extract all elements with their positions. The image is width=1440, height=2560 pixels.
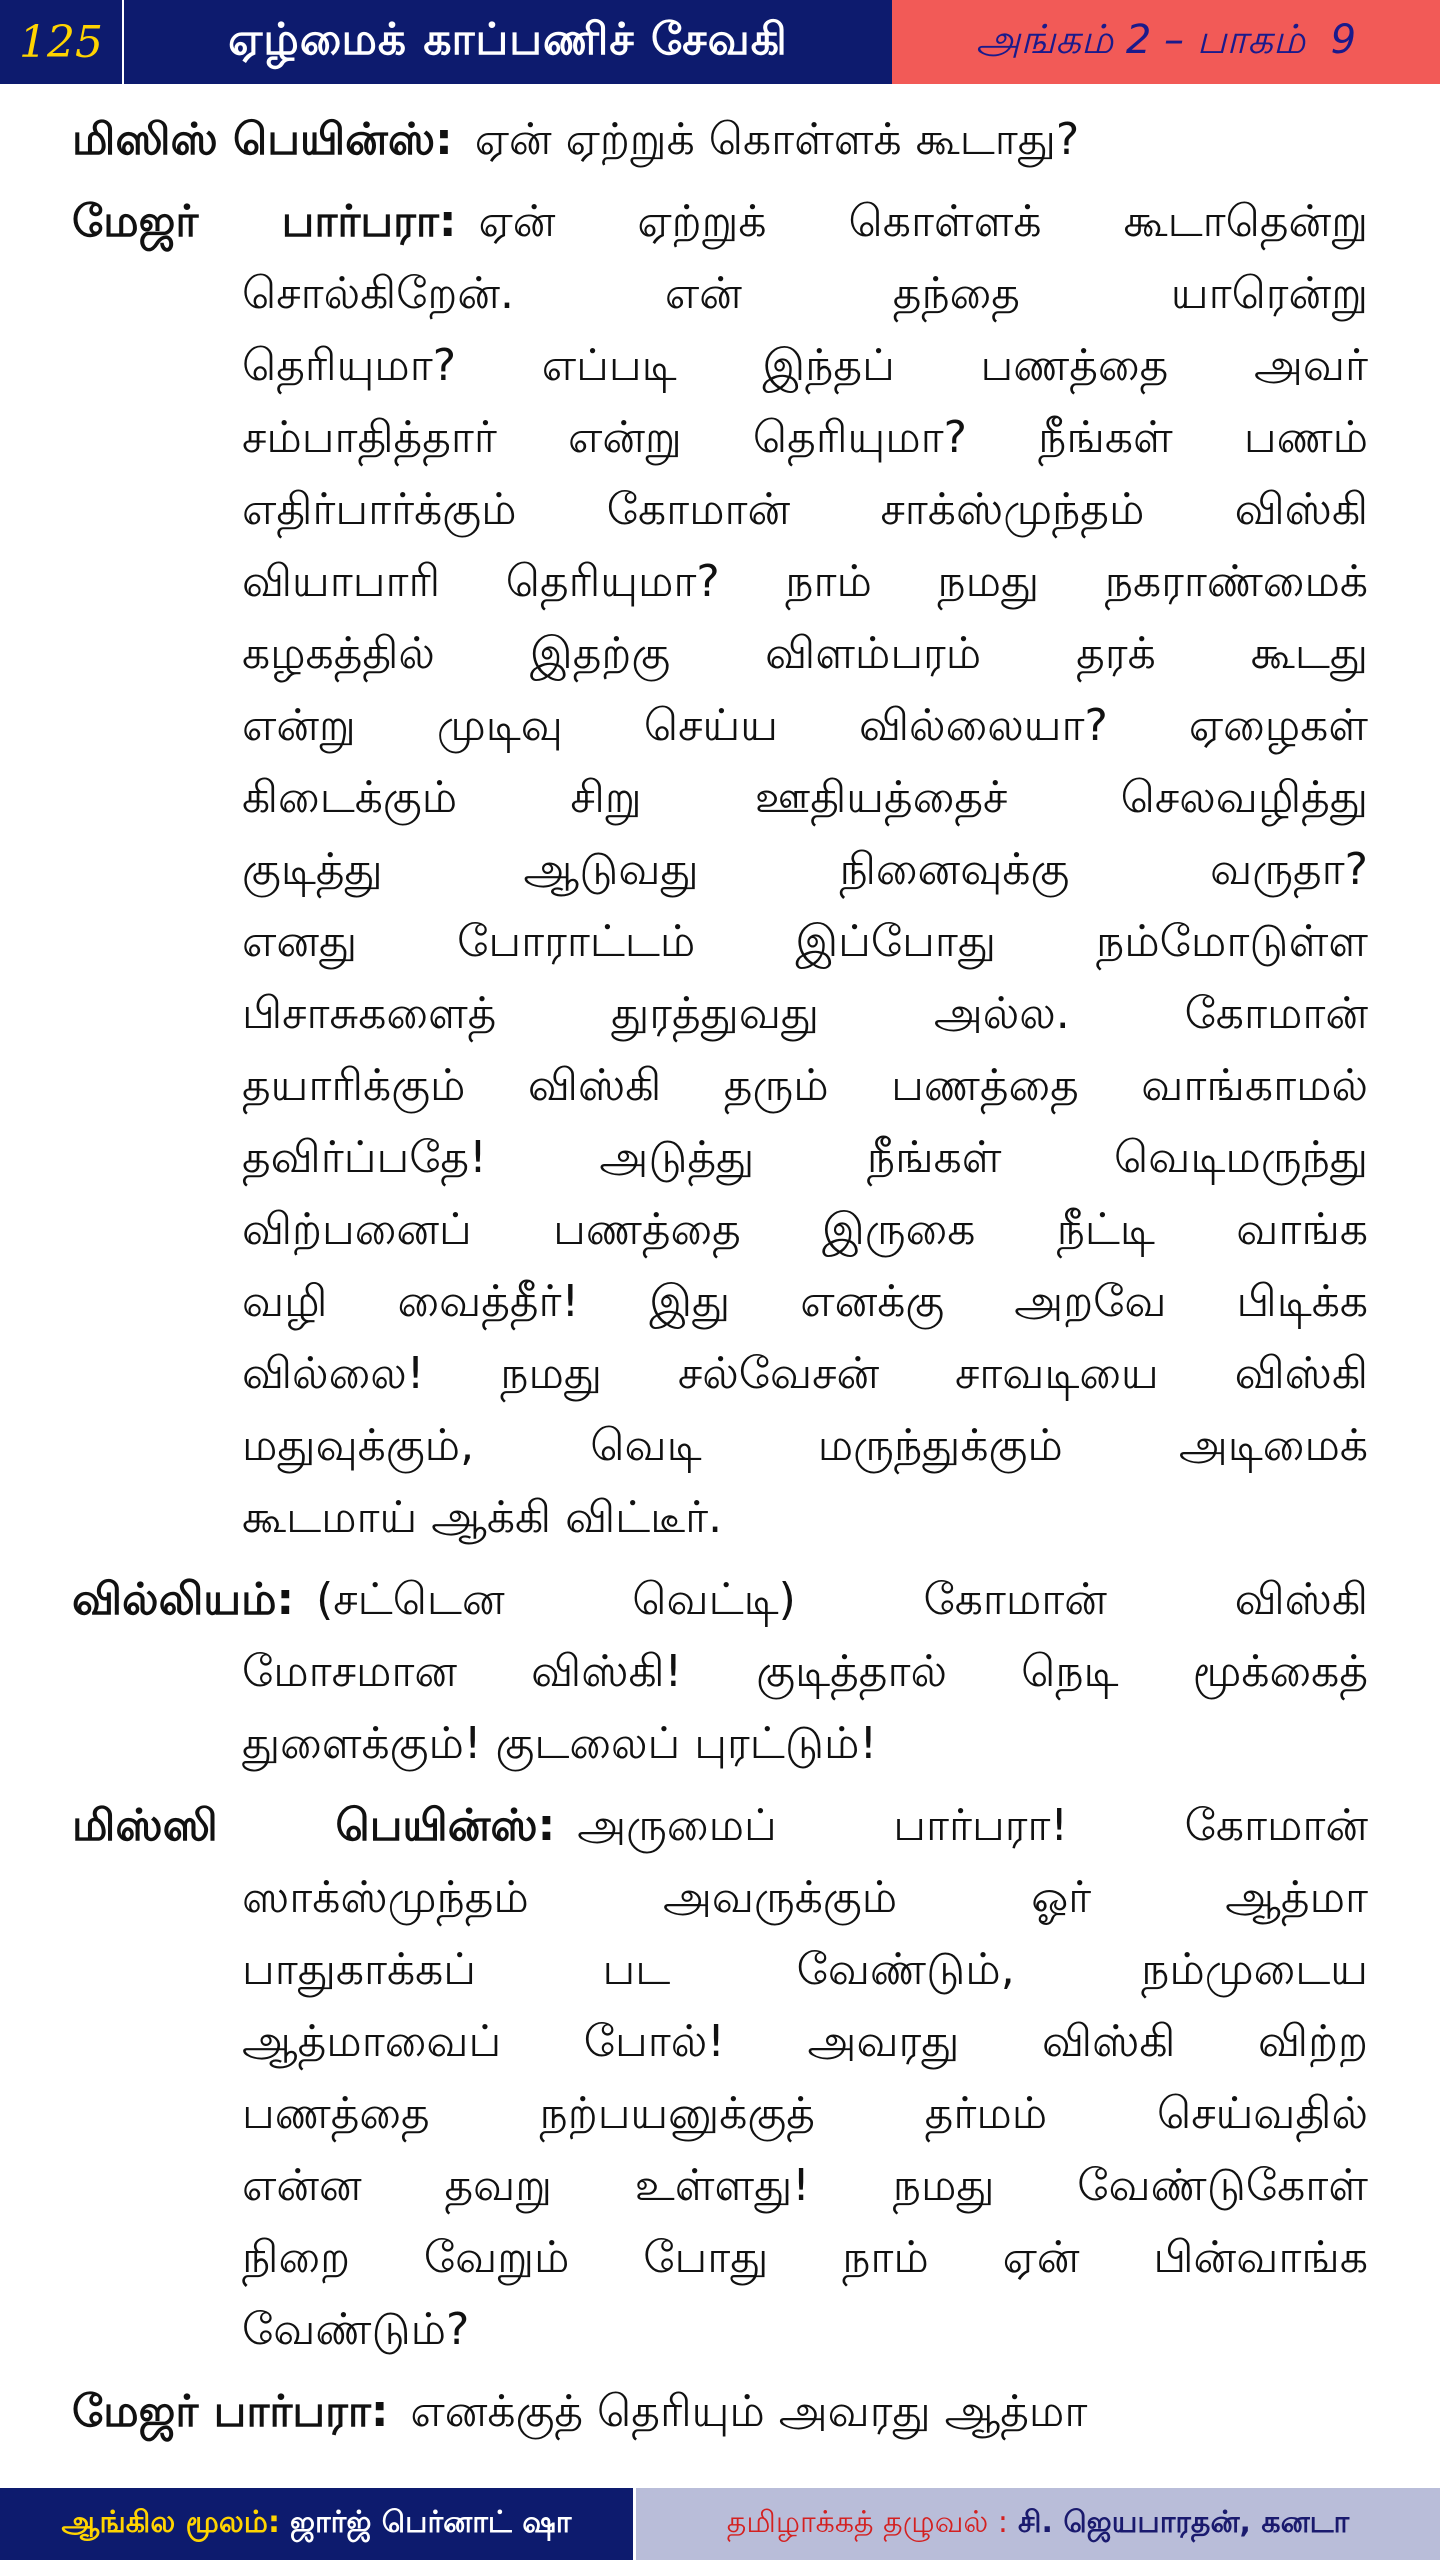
- dialogue-line: [72, 1050, 1368, 1122]
- dialogue-text: கழகத்தில் இதற்கு விளம்பரம் தரக் கூடது: [242, 628, 1368, 679]
- dialogue-text: துளைக்கும்! குடலைப் புரட்டும்!: [242, 1718, 878, 1769]
- dialogue-line: [72, 402, 1368, 474]
- dialogue-text: கூடமாய் ஆக்கி விட்டீர்.: [242, 1492, 723, 1543]
- dialogue-text: வில்லை! நமது சல்வேசன் சாவடியை விஸ்கி: [242, 1348, 1368, 1399]
- dialogue-text: பணத்தை நற்பயனுக்குத் தர்மம் செய்வதில்: [242, 2088, 1368, 2139]
- dialogue-text: கிடைக்கும் சிறு ஊதியத்தைச் செலவழித்து: [242, 772, 1368, 823]
- dialogue-line: [72, 2078, 1368, 2150]
- dialogue-text: அருமைப் பார்பரா! கோமான்: [577, 1800, 1368, 1851]
- dialogue-text: தவிர்ப்பதே! அடுத்து நீங்கள் வெடிமருந்து: [242, 1132, 1368, 1183]
- page-footer: [0, 2488, 1440, 2560]
- dialogue-line: [72, 618, 1368, 690]
- dialogue-text: எனக்குத் தெரியும் அவரது ஆத்மா: [410, 2386, 1088, 2437]
- dialogue-line: [72, 1934, 1368, 2006]
- dialogue-line: [72, 1122, 1368, 1194]
- dialogue-line: [72, 1708, 1368, 1780]
- dialogue-line: [72, 546, 1368, 618]
- dialogue-line: [72, 1862, 1368, 1934]
- dialogue-line: [72, 2294, 1368, 2366]
- play-dialogue: [72, 104, 1368, 2458]
- dialogue-line: [72, 834, 1368, 906]
- dialogue-line: [72, 2222, 1368, 2294]
- source-credit: [0, 2488, 636, 2560]
- dialogue-text: வேண்டும்?: [242, 2304, 470, 2355]
- dialogue-text: பிசாசுகளைத் துரத்துவது அல்ல. கோமான்: [242, 988, 1368, 1039]
- dialogue-entry: [72, 186, 1368, 1554]
- dialogue-text: குடித்து ஆடுவது நினைவுக்கு வருதா?: [242, 844, 1368, 895]
- dialogue-text: விற்பனைப் பணத்தை இருகை நீட்டி வாங்க: [242, 1204, 1368, 1255]
- dialogue-text: பாதுகாக்கப் பட வேண்டும், நம்முடைய: [242, 1944, 1368, 1995]
- dialogue-text: (சட்டென வெட்டி) கோமான் விஸ்கி: [316, 1574, 1368, 1625]
- speaker-name: மேஜர் பார்பரா:: [72, 196, 457, 247]
- dialogue-text: சொல்கிறேன். என் தந்தை யாரென்று: [242, 268, 1368, 319]
- dialogue-line: [72, 1266, 1368, 1338]
- dialogue-text: மோசமான விஸ்கி! குடித்தால் நெடி மூக்கைத்: [242, 1646, 1368, 1697]
- dialogue-line: [72, 690, 1368, 762]
- dialogue-text: தெரியுமா? எப்படி இந்தப் பணத்தை அவர்: [242, 340, 1368, 391]
- translator-name: சி. ஜெயபாரதன், கனடா: [1017, 2504, 1350, 2540]
- dialogue-line: [72, 762, 1368, 834]
- dialogue-text: ஏன் ஏற்றுக் கொள்ளக் கூடாது?: [474, 114, 1080, 165]
- dialogue-entry: [72, 2376, 1368, 2448]
- dialogue-line: [72, 2376, 1368, 2448]
- dialogue-line: [72, 1636, 1368, 1708]
- speaker-name: மேஜர் பார்பரா:: [72, 2386, 389, 2437]
- dialogue-text: என்ன தவறு உள்ளது! நமது வேண்டுகோள்: [242, 2160, 1368, 2211]
- dialogue-line: [72, 1194, 1368, 1266]
- dialogue-line: [72, 906, 1368, 978]
- dialogue-text: ஸாக்ஸ்முந்தம் அவருக்கும் ஓர் ஆத்மா: [242, 1872, 1368, 1923]
- dialogue-line: [72, 330, 1368, 402]
- dialogue-entry: [72, 1564, 1368, 1780]
- dialogue-text: எதிர்பார்க்கும் கோமான் சாக்ஸ்முந்தம் விஸ்கி: [242, 484, 1368, 535]
- dialogue-text: தயாரிக்கும் விஸ்கி தரும் பணத்தை வாங்காமல்: [242, 1060, 1368, 1111]
- dialogue-text: வழி வைத்தீர்! இது எனக்கு அறவே பிடிக்க: [242, 1276, 1368, 1327]
- dialogue-line: [72, 1338, 1368, 1410]
- dialogue-text: வியாபாரி தெரியுமா? நாம் நமது நகராண்மைக்: [242, 556, 1368, 607]
- dialogue-line: [72, 104, 1368, 176]
- page-header: [0, 0, 1440, 84]
- dialogue-text: ஆத்மாவைப் போல்! அவரது விஸ்கி விற்ற: [242, 2016, 1368, 2067]
- dialogue-text: என்று முடிவு செய்ய வில்லையா? ஏழைகள்: [242, 700, 1368, 751]
- speaker-name: வில்லியம்:: [72, 1574, 295, 1625]
- dialogue-line: [72, 1564, 1368, 1636]
- source-label: ஆங்கில மூலம்:: [61, 2504, 280, 2540]
- dialogue-line: [72, 186, 1368, 258]
- translation-credit: [636, 2488, 1440, 2560]
- act-scene-label: அங்கம் 2 – பாகம் 9: [892, 0, 1440, 84]
- dialogue-text: எனது போராட்டம் இப்போது நம்மோடுள்ள: [242, 916, 1368, 967]
- dialogue-entry: [72, 1790, 1368, 2366]
- dialogue-text: ஏன் ஏற்றுக் கொள்ளக் கூடாதென்று: [478, 196, 1368, 247]
- speaker-name: மிஸ்ஸி பெயின்ஸ்:: [72, 1800, 556, 1851]
- dialogue-entry: [72, 104, 1368, 176]
- page-number: 125: [0, 0, 124, 84]
- dialogue-line: [72, 2150, 1368, 2222]
- dialogue-line: [72, 474, 1368, 546]
- translation-label: தமிழாக்கத் தழுவல் :: [726, 2504, 1008, 2540]
- book-title: ஏழ்மைக் காப்பணிச் சேவகி: [124, 0, 892, 84]
- dialogue-line: [72, 1410, 1368, 1482]
- dialogue-text: சம்பாதித்தார் என்று தெரியுமா? நீங்கள் பணம்: [242, 412, 1368, 463]
- dialogue-text: நிறை வேறும் போது நாம் ஏன் பின்வாங்க: [242, 2232, 1368, 2283]
- speaker-name: மிஸிஸ் பெயின்ஸ்:: [72, 114, 453, 165]
- dialogue-line: [72, 978, 1368, 1050]
- dialogue-line: [72, 2006, 1368, 2078]
- source-author: ஜார்ஜ் பெர்னாட் ஷா: [289, 2504, 572, 2540]
- dialogue-text: மதுவுக்கும், வெடி மருந்துக்கும் அடிமைக்: [242, 1420, 1368, 1471]
- dialogue-line: [72, 258, 1368, 330]
- dialogue-line: [72, 1790, 1368, 1862]
- dialogue-line: [72, 1482, 1368, 1554]
